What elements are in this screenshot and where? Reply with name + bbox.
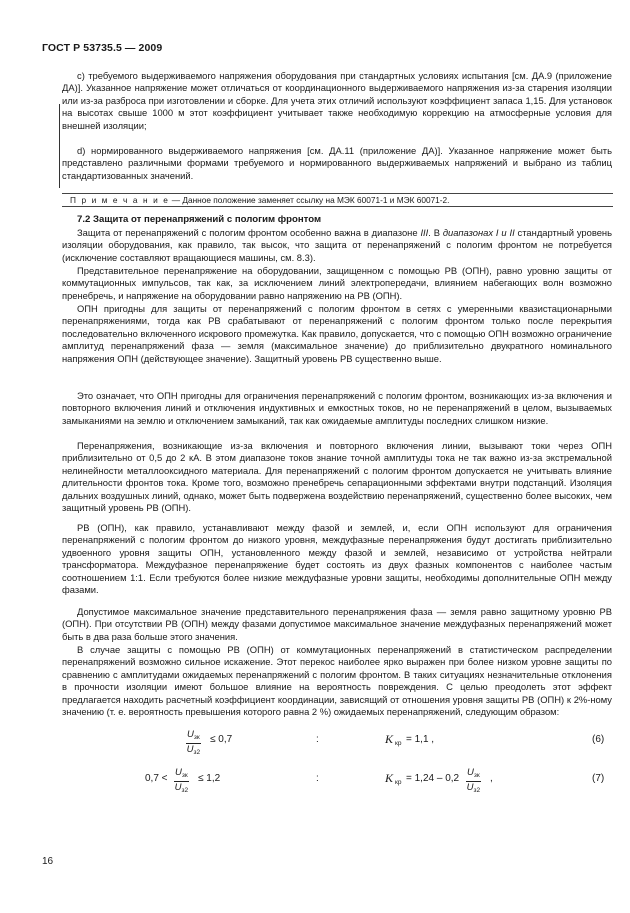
f7-rhs: = 1,24 – 0,2 — [406, 773, 460, 784]
f7-rden-sub: з2 — [473, 787, 481, 794]
f7-rden: U — [466, 782, 474, 793]
f6-number: (6) — [592, 734, 605, 745]
f6-colon: : — [316, 734, 319, 745]
f7-rnum: U — [467, 767, 474, 778]
page-number: 16 — [42, 856, 54, 867]
f7-condition: ≤ 1,2 — [198, 773, 221, 784]
f6-num-sub: зк — [193, 734, 200, 741]
f6-den: U — [186, 744, 194, 755]
f7-den-sub: з2 — [181, 787, 189, 794]
f7-num: U — [175, 767, 182, 778]
paragraph-7: Допустимое максимальное значение представительного перенапряжения фаза — земля равно защитному уровню РВ (ОПН). При отсутствии РВ (ОПН) между фазами допустимое максимальное значение междуфазных перенапряжений может быть в два раза больше этого значения. — [62, 606, 612, 642]
f6-num: U — [187, 729, 194, 740]
f7-k: K — [385, 771, 394, 785]
f6-k-sub: кр — [395, 740, 402, 747]
p1-text-c: . В — [428, 227, 443, 238]
f6-rhs: = 1,1 , — [406, 734, 435, 745]
revision-bar — [59, 104, 60, 188]
paragraph-6: РВ (ОПН), как правило, устанавливают между фазой и землей, и, если ОПН используют для ограничения перенапряжений с пологим фронтом до низкого уровня, междуфазные перенапряжения будут достигать приблизительно удвоенного уровня защиты ОПН, установленного между фазой и землей, независимо от устройства нейтрали трансформатора. Междуфазное перенапряжение будет состоять из двух фазных компонентов с наиболее частым соотношением 1:1. Если требуются более низкие междуфазные уровни защиты, необходимы дополнительные ОПН между фазами. — [62, 522, 612, 596]
p1-text-e: стандартный уровень изоляции оборудования, как правило, так высок, что защита от перенапряжений с пологим фронтом не потребуется (исключение составляют вращающиеся машины, см. 8.3). — [62, 227, 612, 263]
f6-condition: ≤ 0,7 — [210, 734, 233, 745]
paragraph-4: Это означает, что ОПН пригодны для ограничения перенапряжений с пологим фронтом, возникающих из-за включения и повторного включения линий и отключения индуктивных и емкостных токов, но не перенапряжений в целом, вызываемых замыканиями на землю и отключением замыканий, так как ожидаемые амплитуды последних слишком низкие. — [62, 390, 612, 426]
p1-range-iii: III — [420, 227, 429, 238]
f7-rnum-sub: зк — [473, 772, 480, 779]
f6-k: K — [385, 732, 394, 746]
note-label: П р и м е ч а н и е — [70, 195, 170, 205]
f7-num-sub: зк — [181, 772, 188, 779]
p1-text-a: Защита от перенапряжений с пологим фронтом особенно важна в диапазоне — [77, 227, 421, 238]
item-c-paragraph: с) требуемого выдерживаемого напряжения оборудования при стандартных условиях испытания [см. ДА.9 (приложение ДА)]. Указанное напряжение может отличаться от координационного выдерживаемого напряжения из-за старения изоляции или из-за разброса при изготовлении и сборке. Для учета этих отличий используют коэффициент запаса 1,15. Для установок на высотах свыше 1000 м этот коэффициент учитывает также необходимую коррекцию на атмосферные условия для внешней изоляции; — [62, 70, 612, 131]
f6-den-sub: з2 — [193, 749, 201, 756]
paragraph-3: ОПН пригодны для защиты от перенапряжений с пологим фронтом в сетях с умеренными квазистационарными перенапряжениями, тогда как РВ срабатывают от перенапряжений с пологим фронтом только после перекрытия последовательно включенного искрового промежутка. Как правило, допускается, что с помощью ОПН возможно ограничение амплитуд перенапряжений фаза — земля (максимальное значение) до приблизительно двукратного номинального напряжения ОПН (действующее значение). Защитный уровень РВ существенно выше. — [62, 303, 612, 364]
formula-7-fraction — [174, 767, 189, 796]
note-box — [62, 193, 613, 207]
paragraph-1 — [62, 227, 612, 264]
formula-6-fraction — [186, 729, 201, 758]
paragraph-8: В случае защиты с помощью РВ (ОПН) от коммутационных перенапряжений в статистическом распределении перенапряжений возможно сильное искажение. Этот перекос наиболее ярко выражен при более низком уровне защиты по сравнению с амплитудами ожидаемых перенапряжений с пологим фронтом. В таких ситуациях незначительные отклонения в прочности изоляции имеют большое влияние на вероятность повреждения. С целью преодолеть этот эффект предлагается находить расчетный коэффициент координации, зависящий от отношения уровня защиты РВ (ОПН) к 2%-ному значению (т. е. вероятность превышения которого равна 2 %) ожидаемых перенапряжений, следующим образом: — [62, 644, 612, 718]
f7-prefix: 0,7 < — [145, 773, 168, 784]
f7-tail: , — [490, 773, 493, 784]
note-text: — Данное положение заменяет ссылку на МЭК 60071-1 и МЭК 60071-2. — [169, 195, 450, 205]
f7-den: U — [174, 782, 182, 793]
paragraph-5: Перенапряжения, возникающие из-за включения и повторного включения линии, вызывают токи через ОПН приблизительно от 0,5 до 2 кА. В этом диапазоне токов знание точной амплитуды тока не так важно из-за экстремальной нелинейности металлооксидного материала. Для перенапряжений с пологим фронтом допускается не учитывать влияние длительности фронтов тока. Кроме того, возможно пренебречь сепарационными эффектами внутри подстанций. Изоляция дальних воздушных линий, однако, может быть подвержена воздействию перенапряжений, существенно более высоких, чем защитный уровень РВ (ОПН). — [62, 440, 612, 514]
f7-colon: : — [316, 773, 319, 784]
document-header: ГОСТ Р 53735.5 — 2009 — [42, 42, 163, 54]
paragraph-2: Представительное перенапряжение на оборудовании, защищенном с помощью РВ (ОПН), равно уровню защиты от коммутационных импульсов, так как, за исключением линий электропередачи, влиянием набегающих волн возможно пренебречь, и напряжение на оборудовании равно напряжению на РВ (ОПН). — [62, 265, 612, 301]
section-heading: 7.2 Защита от перенапряжений с пологим фронтом — [77, 214, 322, 225]
formula-7-rhs-fraction — [466, 767, 481, 796]
p1-ranges-i-ii: диапазонах I и II — [442, 227, 515, 238]
item-d-paragraph: d) нормированного выдерживаемого напряжения [см. ДА.11 (приложение ДА)]. Указанное напряжение может быть представлено различными формами требуемого и нормированного выдерживаемых напряжений и выбрано из таблиц стандартизованных значений. — [62, 145, 612, 181]
f7-k-sub: кр — [395, 779, 402, 786]
f7-number: (7) — [592, 773, 605, 784]
